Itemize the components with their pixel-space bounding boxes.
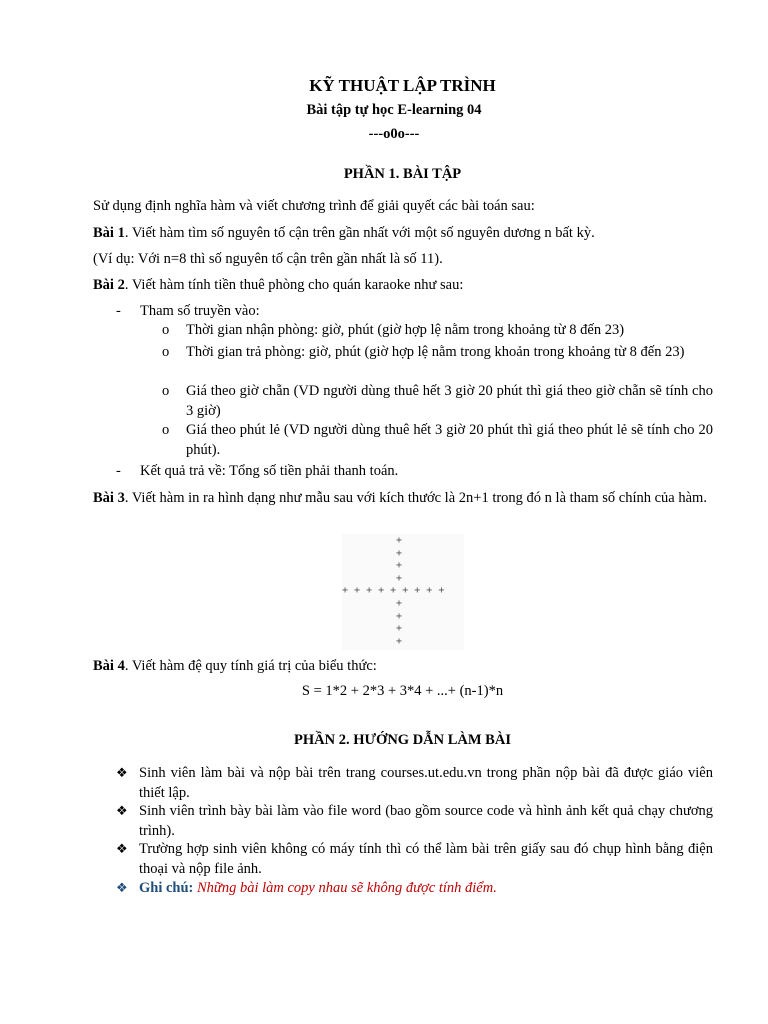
diamond-bullet-icon: ❖ (116, 804, 128, 819)
param-text: Giá theo phút lẻ (VD người dùng thuê hết 3 giờ 20 phút thì giá theo phút lẻ sẽ tính cho 20 phút). (186, 422, 713, 458)
note-text: Những bài làm copy nhau sẽ không được tính điểm. (197, 880, 497, 896)
exercise-4-text: . Viết hàm đệ quy tính giá trị của biểu thức: (124, 658, 377, 674)
exercise-2-label: Bài 2 (93, 277, 125, 293)
exercise-3 (93, 489, 713, 509)
param-text: Thời gian trả phòng: giờ, phút (giờ hợp lệ nằm trong khoản trong khoảng từ 8 đến 23) (186, 344, 685, 360)
param-text: Thời gian nhận phòng: giờ, phút (giờ hợp lệ nằm trong khoảng từ 8 đến 23) (186, 322, 625, 338)
figure-line: + (396, 560, 403, 572)
exercise-2-text: . Viết hàm tính tiền thuê phòng cho quán karaoke như sau: (124, 277, 464, 293)
diamond-bullet-icon: ❖ (116, 881, 128, 896)
note-label: Ghi chú: (139, 880, 194, 896)
figure-line: + (396, 598, 403, 609)
figure-line: + + + + + + + + + (342, 585, 445, 597)
exercise-1-label: Bài 1 (93, 225, 125, 241)
part1-heading: PHẦN 1. BÀI TẬP (343, 166, 462, 182)
dash-marker: - (116, 463, 121, 479)
exercise-1-text: . Viết hàm tìm số nguyên tố cận trên gần nhất với một số nguyên dương n bất kỳ. (124, 225, 595, 241)
document-title: KỸ THUẬT LẬP TRÌNH (309, 76, 496, 95)
exercise-1-example: (Ví dụ: Với n=8 thì số nguyên tố cận trên gần nhất là số 11). (93, 251, 443, 267)
exercise-3-text: . Viết hàm in ra hình dạng như mẫu sau với kích thước là 2n+1 trong đó n là tham số chính của hàm. (124, 490, 707, 506)
param-text: Giá theo giờ chẵn (VD người dùng thuê hết 3 giờ 20 phút thì giá theo giờ chẵn sẽ tính cho 3 giờ) (186, 383, 713, 419)
dash-marker: - (116, 303, 121, 319)
circle-bullet-icon: o (162, 383, 170, 399)
figure-line: + (396, 535, 403, 546)
circle-bullet-icon: o (162, 322, 170, 338)
figure-line: + (396, 623, 403, 635)
circle-bullet-icon: o (162, 344, 170, 360)
exercise-4-label: Bài 4 (93, 658, 125, 674)
diamond-bullet-icon: ❖ (116, 842, 128, 857)
exercise-4 (93, 657, 713, 677)
figure-line: + (396, 610, 403, 622)
figure-line: + (396, 635, 403, 647)
instruction-text: Sinh viên làm bài và nộp bài trên trang courses.ut.edu.vn trong phần nộp bài đã được giáo viên thiết lập. (139, 765, 713, 801)
circle-bullet-icon: o (162, 422, 170, 438)
document-subtitle: Bài tập tự học E-learning 04 (306, 102, 482, 118)
exercise-2 (93, 276, 713, 296)
note-content (139, 879, 713, 899)
exercise-3-label: Bài 3 (93, 490, 125, 506)
instruction-text: Sinh viên trình bày bài làm vào file word (bao gồm source code và hình ảnh kết quả chạy chương trình). (139, 803, 713, 839)
exercise-2-result: Kết quả trả về: Tổng số tiền phải thanh toán. (140, 463, 399, 479)
instruction-text: Trường hợp sinh viên không có máy tính thì có thể làm bài trên giấy sau đó chụp hình bằng điện thoại và nộp file ảnh. (139, 841, 713, 877)
figure-line: + (396, 572, 403, 584)
exercise-1 (93, 224, 713, 244)
plus-shape-figure (342, 534, 464, 650)
part1-intro: Sử dụng định nghĩa hàm và viết chương trình để giải quyết các bài toán sau: (93, 198, 535, 214)
part2-heading: PHẦN 2. HƯỚNG DẪN LÀM BÀI (294, 732, 511, 748)
diamond-bullet-icon: ❖ (116, 766, 128, 781)
figure-line: + (396, 547, 403, 559)
decorative-divider: ---o0o--- (368, 126, 420, 142)
exercise-2-params-label: Tham số truyền vào: (140, 303, 260, 319)
exercise-4-formula: S = 1*2 + 2*3 + 3*4 + ...+ (n-1)*n (301, 683, 504, 699)
